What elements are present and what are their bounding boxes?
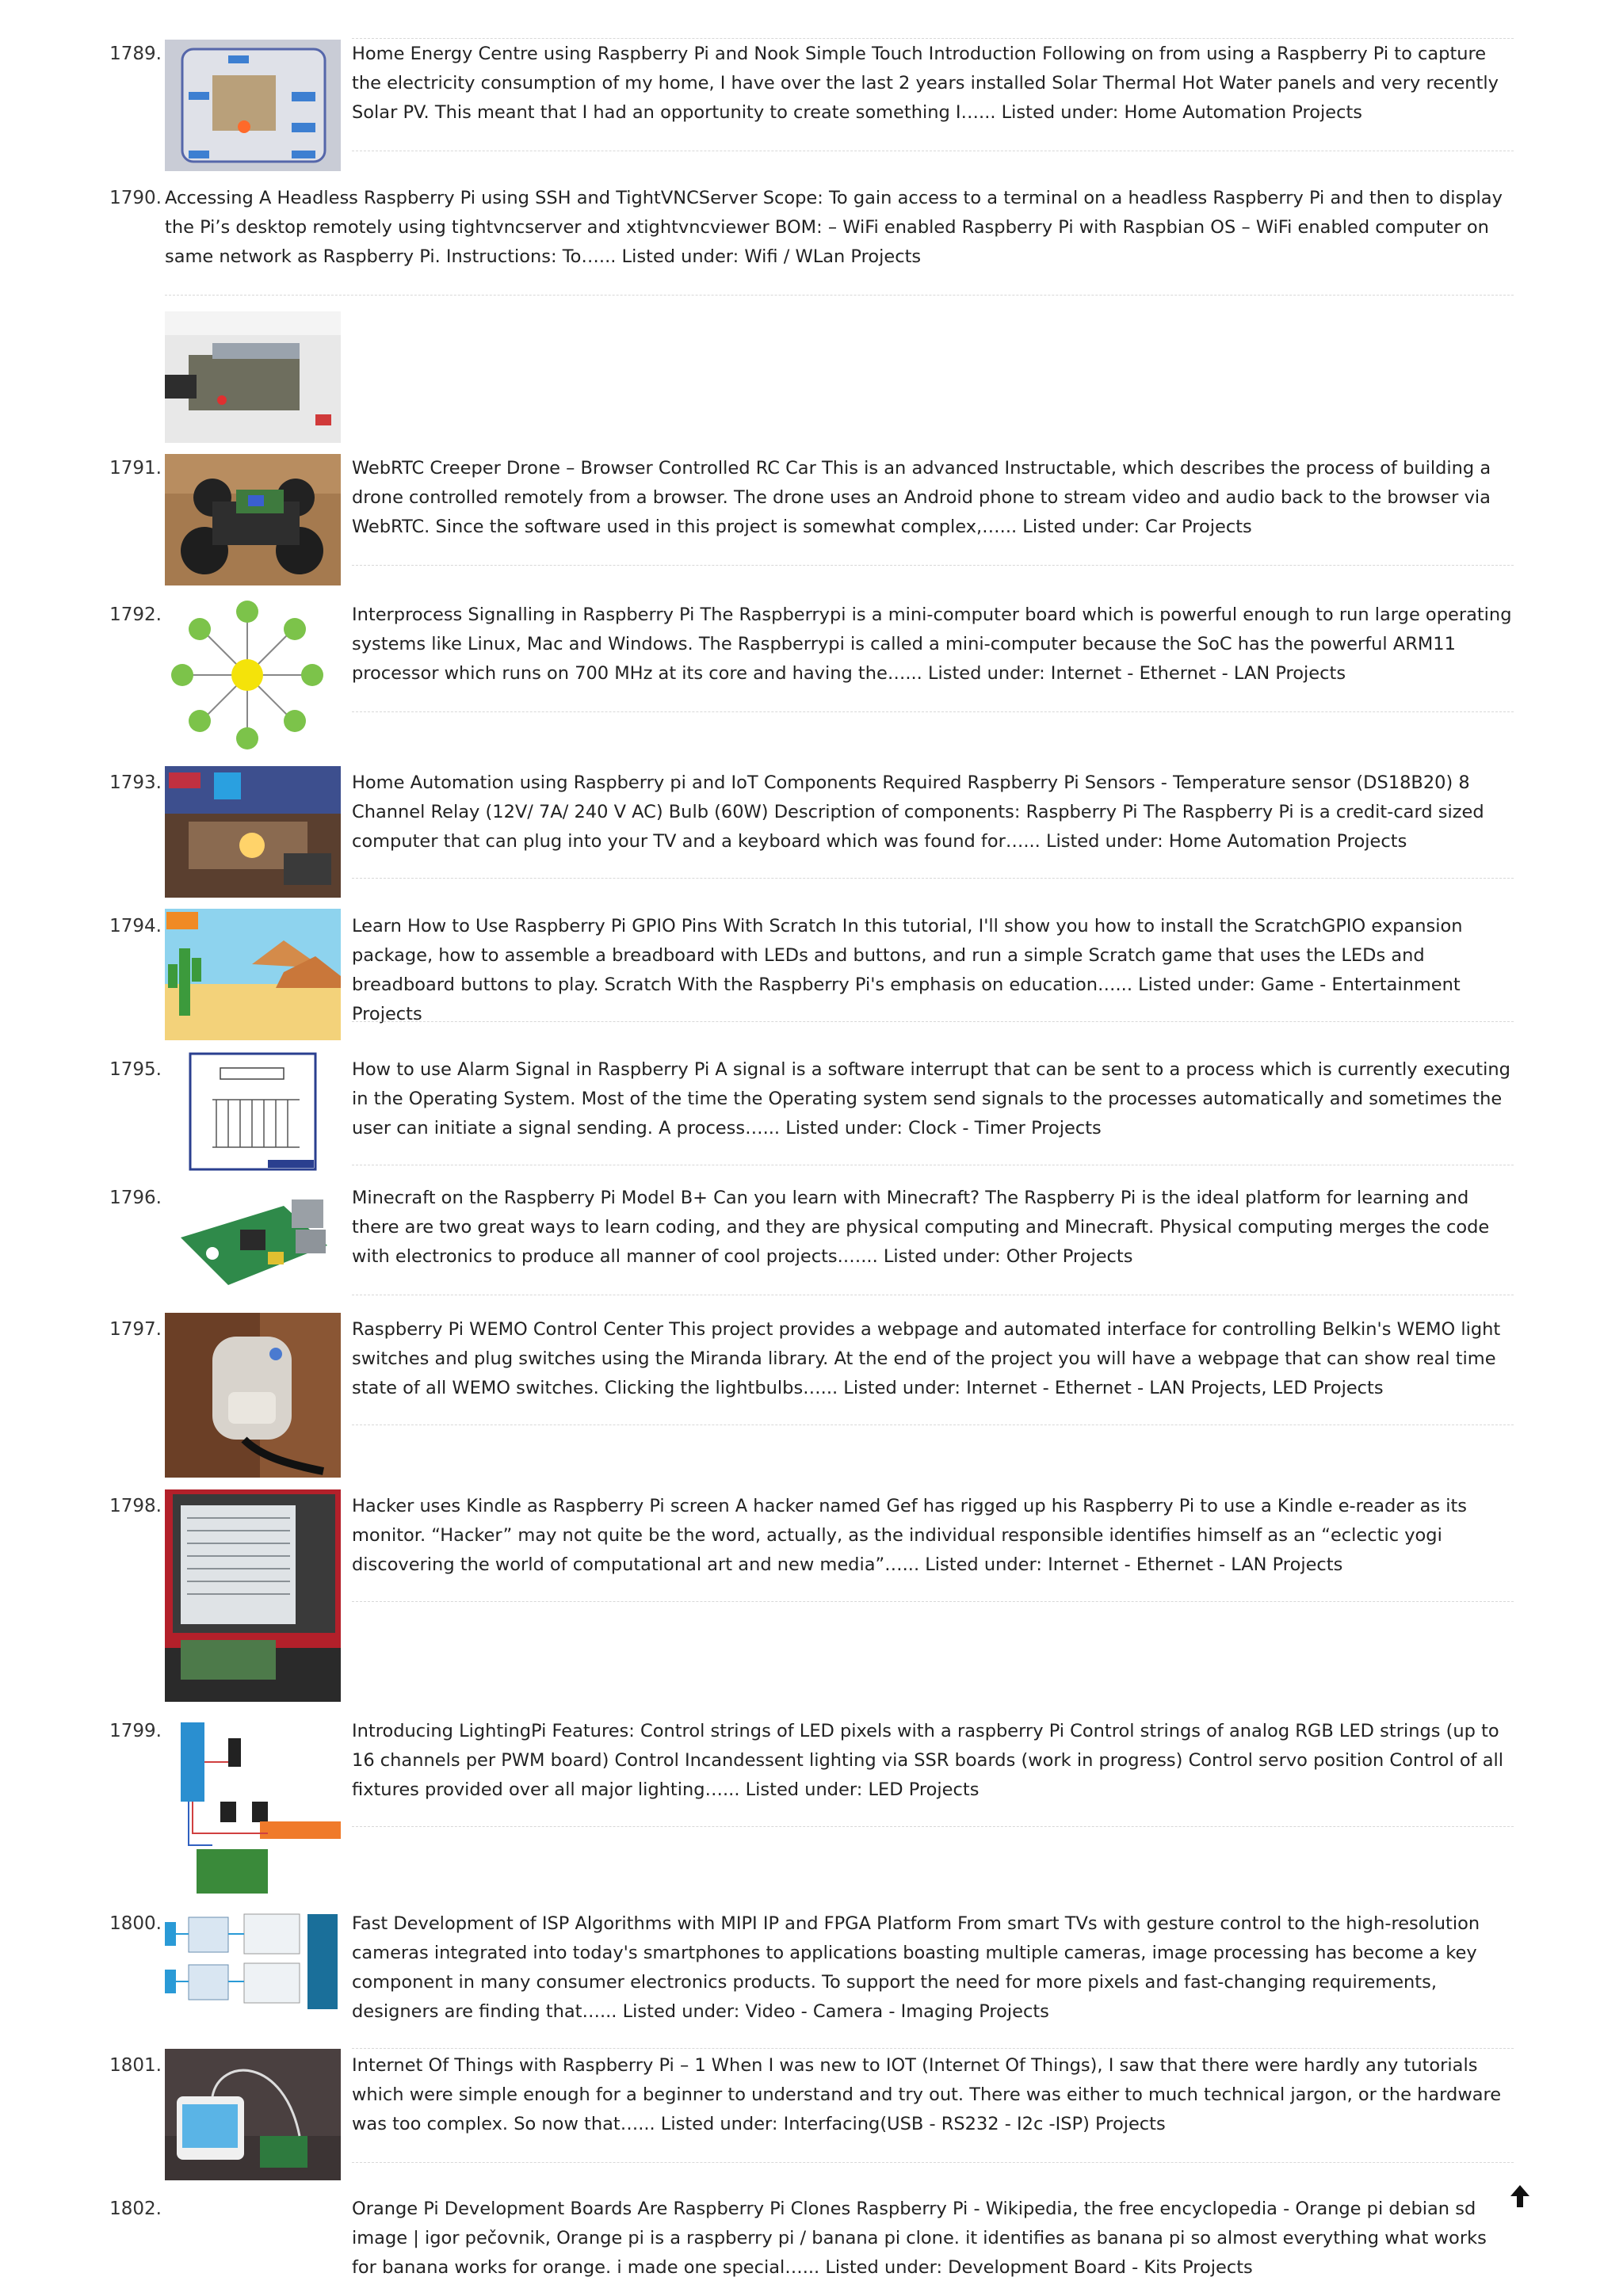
item-description[interactable]: Home Automation using Raspberry pi and IoT Components Required Raspberry Pi Sensors - Temperature sensor (DS18B20) 8 Channel Relay (12V/ 7A/ 240 V AC) Bulb (60W) Description of components: Raspberry Pi The Raspberry Pi is a credit-card sized computer that can plug into your TV and a keyboard which was found for…... Listed under: Home Automation Projects — [352, 772, 1484, 852]
item-number: 1797. — [109, 1319, 162, 1340]
divider — [352, 1021, 1514, 1022]
item-description[interactable]: Minecraft on the Raspberry Pi Model B+ Can you learn with Minecraft? The Raspberry Pi is the ideal platform for learning and there are two great ways to learn coding, and they are physical computing and Minecraft. Physical computing merges the code with electronics to produce all manner of cool projects.…... Listed under: Other Projects — [352, 1188, 1490, 1267]
item-number: 1798. — [109, 1496, 162, 1516]
energy-centre-diagram-icon[interactable] — [165, 40, 341, 171]
item-description[interactable]: Introducing LightingPi Features: Control strings of LED pixels with a raspberry Pi Control strings of analog RGB LED strings (up to 16 channels per PWM board) Control Incandessent lighting via SSR boards (work in progress) Control servo position Control of all fixtures provided over all major lighting…... Listed under: LED Projects — [352, 1721, 1503, 1800]
divider — [352, 38, 1514, 39]
item-number: 1790. — [109, 188, 162, 208]
item-description[interactable]: Interprocess Signalling in Raspberry Pi The Raspberrypi is a mini-computer board which is powerful enough to run large operating systems like Linux, Mac and Windows. The Raspberrypi is called a mini-computer because the SoC has the powerful ARM11 processor which runs on 700 MHz at its core and having the…... Listed under: Internet - Ethernet - LAN Projects — [352, 605, 1512, 684]
item-number: 1802. — [109, 2199, 162, 2219]
raspberry-pi-board-photo-icon[interactable] — [165, 311, 341, 443]
item-number: 1795. — [109, 1059, 162, 1080]
item-description[interactable]: Accessing A Headless Raspberry Pi using SSH and TightVNCServer Scope: To gain access to a terminal on a headless Raspberry Pi and then to display the Pi’s desktop remotely using tightvncserver and xtightvncviewer BOM: – WiFi enabled Raspberry Pi with Raspbian OS – WiFi enabled computer on same network as Raspberry Pi. Instructions: To…... Listed under: Wifi / WLan Projects — [165, 188, 1503, 267]
wemo-plug-photo-icon[interactable] — [165, 1313, 341, 1478]
home-automation-photo-icon[interactable] — [165, 766, 341, 898]
arrow-up-icon[interactable] — [1509, 2183, 1531, 2209]
process-signal-diagram-icon[interactable] — [165, 596, 341, 754]
item-description[interactable]: How to use Alarm Signal in Raspberry Pi A signal is a software interrupt that can be sent to a process which is currently executing in the Operating System. Most of the time the Operating system send signals to the processes automatically and sometimes the user can initiate a signal sending. A process…... Listed under: Clock - Timer Projects — [352, 1059, 1510, 1138]
divider — [352, 2162, 1514, 2163]
item-number: 1800. — [109, 1913, 162, 1934]
item-description[interactable]: WebRTC Creeper Drone – Browser Controlled RC Car This is an advanced Instructable, which describes the process of building a drone controlled remotely from a browser. The drone uses an Android phone to stream video and audio back to the browser via WebRTC. Since the software used in this project is somewhat complex,…... Listed under: Car Projects — [352, 458, 1491, 537]
item-description[interactable]: Fast Development of ISP Algorithms with MIPI IP and FPGA Platform From smart TVs with gesture control to the high-resolution cameras integrated into today's smartphones to applications boasting multiple cameras, image processing has become a key component in many consumer electronics products. To support the need for more pixels and fast-changing requirements, designers are finding that…... Listed under: Video - Camera - Imaging Projects — [352, 1913, 1480, 2022]
item-number: 1791. — [109, 458, 162, 479]
divider — [352, 711, 1514, 712]
divider — [352, 878, 1514, 879]
item-description[interactable]: Learn How to Use Raspberry Pi GPIO Pins With Scratch In this tutorial, I'll show you how to install the ScratchGPIO expansion package, how to assemble a breadboard with LEDs and buttons, and run a simple Scratch game that uses the LEDs and breadboard buttons to play. Scratch With the Raspberry Pi's emphasis on education…... Listed under: Game - Entertainment Projects — [352, 916, 1463, 1024]
item-number: 1799. — [109, 1721, 162, 1741]
divider — [165, 295, 1514, 296]
raspberry-pi-model-b-plus-icon[interactable] — [165, 1182, 341, 1301]
item-description[interactable]: Orange Pi Development Boards Are Raspberry Pi Clones Raspberry Pi - Wikipedia, the free encyclopedia - Orange pi debian sd image | igor pečovnik, Orange pi is a raspberry pi / banana pi clone. it identifies as banana pi so almost everything what works for banana works for orange. i made one special…... Listed under: Development Board - Kits Projects — [352, 2199, 1487, 2278]
item-number: 1801. — [109, 2055, 162, 2076]
iot-setup-photo-icon[interactable] — [165, 2049, 341, 2180]
divider — [352, 1601, 1514, 1602]
divider — [352, 565, 1514, 566]
item-description[interactable]: Home Energy Centre using Raspberry Pi and Nook Simple Touch Introduction Following on from using a Raspberry Pi to capture the electricity consumption of my home, I have over the last 2 years installed Solar Thermal Hot Water panels and very recently Solar PV. This meant that I had an opportunity to create something I…... Listed under: Home Automation Projects — [352, 44, 1499, 123]
rc-car-photo-icon[interactable] — [165, 454, 341, 585]
fpga-block-diagram-icon[interactable] — [165, 1906, 341, 2017]
lighting-wiring-diagram-icon[interactable] — [165, 1714, 341, 1897]
divider — [352, 1826, 1514, 1827]
item-description[interactable]: Internet Of Things with Raspberry Pi – 1 When I was new to IOT (Internet Of Things), I saw that there were hardly any tutorials which were simple enough for a beginner to understand and try out. There was either to much technical jargon, or the hardware was too complex. So now that…... Listed under: Interfacing(USB - RS232 - I2c -ISP) Projects — [352, 2055, 1502, 2134]
kindle-screen-photo-icon[interactable] — [165, 1489, 341, 1702]
item-number: 1796. — [109, 1188, 162, 1208]
item-number: 1794. — [109, 916, 162, 936]
scratch-desert-game-icon[interactable] — [165, 909, 341, 1040]
item-number: 1789. — [109, 44, 162, 64]
item-description[interactable]: Raspberry Pi WEMO Control Center This project provides a webpage and automated interface for controlling Belkin's WEMO light switches and plug switches using the Miranda library. At the end of the project you will have a webpage that can show real time state of all WEMO switches. Clicking the lightbulbs…... Listed under: Internet - Ethernet - LAN Projects, LED Projects — [352, 1319, 1501, 1398]
led-schematic-icon[interactable] — [165, 1052, 341, 1171]
divider — [352, 2048, 1514, 2049]
item-number: 1793. — [109, 772, 162, 793]
item-description[interactable]: Hacker uses Kindle as Raspberry Pi screen A hacker named Gef has rigged up his Raspberry Pi to use a Kindle e-reader as its monitor. “Hacker” may not quite be the word, actually, as the individual responsible identifies himself as an “eclectic yogi discovering the world of computational art and new media”…... Listed under: Internet - Ethernet - LAN Projects — [352, 1496, 1468, 1575]
orange-pi-board-icon[interactable] — [165, 2195, 341, 2282]
item-number: 1792. — [109, 605, 162, 625]
